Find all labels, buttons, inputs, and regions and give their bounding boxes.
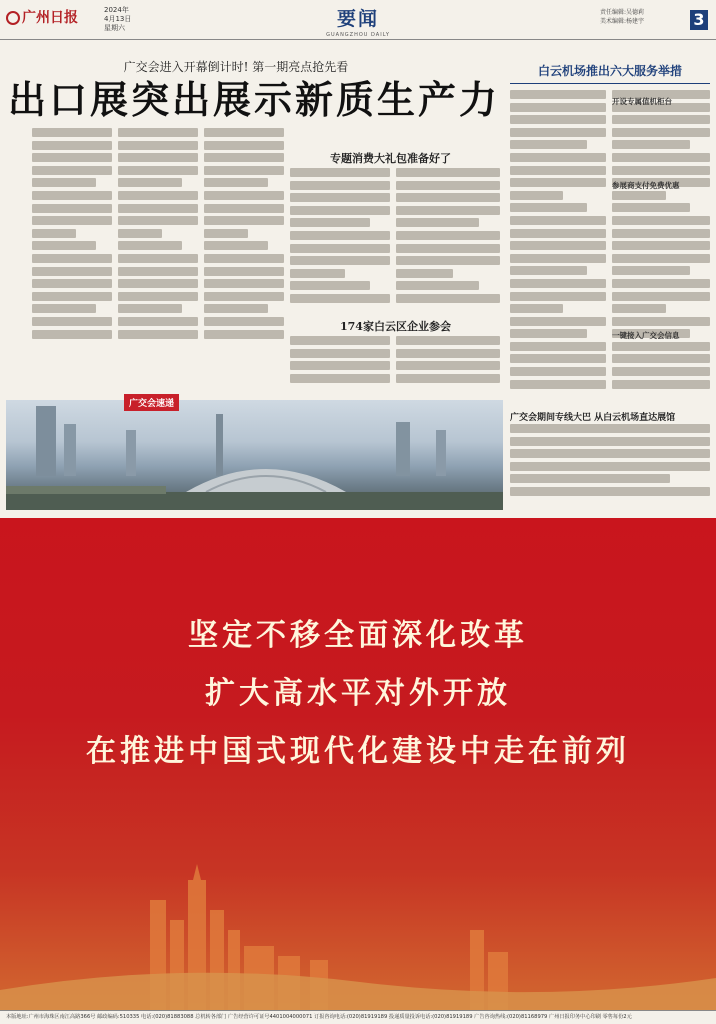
text-line xyxy=(510,424,710,433)
text-line xyxy=(510,342,606,351)
text-line xyxy=(510,128,606,137)
page-number: 3 xyxy=(690,10,708,30)
right-column-b xyxy=(612,90,710,400)
text-line xyxy=(510,216,606,225)
text-line xyxy=(204,153,284,162)
text-line xyxy=(32,204,112,213)
text-line xyxy=(510,279,606,288)
text-line xyxy=(510,203,587,212)
slogan-line-2: 扩大高水平对外开放 xyxy=(205,676,511,711)
text-line xyxy=(396,281,479,290)
text-line xyxy=(32,279,112,288)
text-line xyxy=(32,254,112,263)
text-line xyxy=(396,374,500,383)
text-line xyxy=(510,437,710,446)
text-line xyxy=(510,317,606,326)
text-line xyxy=(396,206,500,215)
slogan-line-3: 在推进中国式现代化建设中走在前列 xyxy=(86,734,630,769)
lead-headline: 出口展突出展示新质生产力 xyxy=(8,77,501,122)
text-line xyxy=(510,367,606,376)
text-line xyxy=(290,374,390,383)
photo-tag: 广交会速递 xyxy=(124,394,179,411)
article-column-5 xyxy=(396,168,500,316)
text-line xyxy=(118,153,198,162)
text-line xyxy=(32,292,112,301)
right-title-rule xyxy=(510,83,710,84)
text-line xyxy=(612,266,690,275)
issue-weekday: 星期六 xyxy=(104,24,125,32)
text-line xyxy=(612,229,710,238)
text-line xyxy=(118,166,198,175)
text-line xyxy=(510,229,606,238)
text-line xyxy=(612,216,710,225)
text-line xyxy=(510,292,606,301)
skyline-silhouette-art xyxy=(0,860,716,1010)
editor-credits xyxy=(600,8,644,26)
text-line xyxy=(612,292,710,301)
text-line xyxy=(396,218,479,227)
text-line xyxy=(118,204,198,213)
text-line xyxy=(204,166,284,175)
logo-mark-icon xyxy=(6,11,20,25)
text-line xyxy=(510,166,606,175)
text-line xyxy=(32,166,112,175)
editor-credit: 责任编辑:吴德莉 xyxy=(600,9,645,16)
text-line xyxy=(290,218,370,227)
text-line xyxy=(510,266,587,275)
text-line xyxy=(510,241,606,250)
text-line xyxy=(32,178,96,187)
text-line xyxy=(118,178,182,187)
lead-kicker: 广交会进入开幕倒计时! 第一期亮点抢先看 xyxy=(123,60,349,74)
article-column-7 xyxy=(396,336,500,396)
text-line xyxy=(32,229,76,238)
issue-date xyxy=(104,6,131,33)
article-column-1 xyxy=(32,128,112,350)
section-name: 要闻 xyxy=(336,8,379,30)
right-subhead-3: 一键接入广交会信息 xyxy=(612,331,680,340)
newspaper-logo xyxy=(6,7,78,27)
text-line xyxy=(32,141,112,150)
text-line xyxy=(510,191,563,200)
text-line xyxy=(290,168,390,177)
slogan-line-1: 坚定不移全面深化改革 xyxy=(188,618,528,653)
text-line xyxy=(204,267,284,276)
right-subhead-2: 参展商支付免费优惠 xyxy=(612,181,680,190)
text-line xyxy=(510,115,606,124)
text-line xyxy=(612,153,710,162)
text-line xyxy=(612,203,690,212)
text-line xyxy=(510,474,670,483)
text-line xyxy=(32,241,96,250)
text-line xyxy=(32,317,112,326)
text-line xyxy=(290,349,390,358)
right-column-a xyxy=(510,90,606,400)
text-line xyxy=(118,330,198,339)
text-line xyxy=(118,292,198,301)
text-line xyxy=(118,216,198,225)
issue-year: 2024年 xyxy=(104,6,129,14)
text-line xyxy=(612,354,710,363)
text-line xyxy=(204,128,284,137)
text-line xyxy=(32,191,112,200)
text-line xyxy=(396,244,500,253)
text-line xyxy=(204,204,284,213)
text-line xyxy=(290,336,390,345)
subhead-consumption: 专题消费大礼包准备好了 xyxy=(330,152,451,165)
text-line xyxy=(118,279,198,288)
text-line xyxy=(510,487,710,496)
text-line xyxy=(510,449,710,458)
text-line xyxy=(290,256,390,265)
text-line xyxy=(510,140,587,149)
text-line xyxy=(396,349,500,358)
text-line xyxy=(118,254,198,263)
text-line xyxy=(32,128,112,137)
text-line xyxy=(118,317,198,326)
text-line xyxy=(290,269,345,278)
text-line xyxy=(204,241,268,250)
logo-text: 广州日报 xyxy=(22,10,78,26)
section-name-en: GUANGZHOU DAILY xyxy=(326,32,390,38)
text-line xyxy=(204,330,284,339)
text-line xyxy=(612,140,690,149)
text-line xyxy=(118,191,198,200)
text-line xyxy=(290,206,390,215)
text-line xyxy=(204,178,268,187)
article-column-2 xyxy=(118,128,198,350)
bus-article-title: 广交会期间专线大巴 从白云机场直达展馆 xyxy=(510,413,676,423)
article-column-3 xyxy=(204,128,284,350)
text-line xyxy=(290,193,390,202)
text-line xyxy=(612,317,710,326)
text-line xyxy=(612,241,710,250)
text-line xyxy=(32,304,96,313)
text-line xyxy=(204,317,284,326)
text-line xyxy=(396,269,453,278)
text-line xyxy=(118,141,198,150)
text-line xyxy=(396,231,500,240)
text-line xyxy=(290,294,390,303)
art-editor-credit: 美术编辑:杨建宇 xyxy=(600,18,645,25)
exhibition-photo xyxy=(6,400,503,510)
slogan-banner xyxy=(0,518,716,1010)
text-line xyxy=(32,330,112,339)
text-line xyxy=(612,191,666,200)
text-line xyxy=(612,304,666,313)
text-line xyxy=(204,254,284,263)
right-article-title: 白云机场推出六大服务举措 xyxy=(537,64,682,78)
text-line xyxy=(118,267,198,276)
text-line xyxy=(290,244,390,253)
text-line xyxy=(510,380,606,389)
article-column-4 xyxy=(290,168,390,316)
text-line xyxy=(290,231,390,240)
text-line xyxy=(396,361,500,370)
text-line xyxy=(290,361,390,370)
footer-info: 本版地址:广州市海珠区南江高路366号 邮政编码:510335 电话:(020)81883088 总机转各部门 广告经营许可证号4401004000071 订报咨询电话:(020)81919189 投递质量投诉电话:(020)81919189 广告咨询热线:(020)81168979 广州日报印务中心印刷 零售每份2元 xyxy=(0,1010,716,1024)
text-line xyxy=(32,153,112,162)
text-line xyxy=(510,90,606,99)
text-line xyxy=(290,181,390,190)
bus-article-text xyxy=(510,424,710,510)
subhead-enterprises: 174家白云区企业参会 xyxy=(340,320,451,333)
text-line xyxy=(118,304,182,313)
text-line xyxy=(510,178,606,187)
text-line xyxy=(204,141,284,150)
text-line xyxy=(204,216,284,225)
article-column-6 xyxy=(290,336,390,396)
issue-day: 4月13日 xyxy=(104,15,132,23)
right-subhead-1: 开设专属值机柜台 xyxy=(612,97,672,106)
text-line xyxy=(510,254,606,263)
text-line xyxy=(612,115,710,124)
text-line xyxy=(396,181,500,190)
text-line xyxy=(118,128,198,137)
text-line xyxy=(612,128,710,137)
text-line xyxy=(612,279,710,288)
text-line xyxy=(612,254,710,263)
text-line xyxy=(612,166,710,175)
text-line xyxy=(204,191,284,200)
text-line xyxy=(204,304,268,313)
text-line xyxy=(396,256,500,265)
text-line xyxy=(204,229,248,238)
text-line xyxy=(612,367,710,376)
text-line xyxy=(396,193,500,202)
text-line xyxy=(396,294,500,303)
text-line xyxy=(396,336,500,345)
text-line xyxy=(118,229,162,238)
city-skyline-photo-art xyxy=(6,400,503,510)
text-line xyxy=(32,267,112,276)
text-line xyxy=(204,279,284,288)
text-line xyxy=(510,103,606,112)
text-line xyxy=(204,292,284,301)
text-line xyxy=(510,354,606,363)
text-line xyxy=(612,380,710,389)
text-line xyxy=(510,329,587,338)
text-line xyxy=(118,241,182,250)
text-line xyxy=(32,216,112,225)
text-line xyxy=(510,304,563,313)
section-label xyxy=(320,4,396,38)
text-line xyxy=(510,462,710,471)
masthead xyxy=(0,0,716,40)
text-line xyxy=(510,153,606,162)
text-line xyxy=(612,342,710,351)
text-line xyxy=(396,168,500,177)
text-line xyxy=(290,281,370,290)
